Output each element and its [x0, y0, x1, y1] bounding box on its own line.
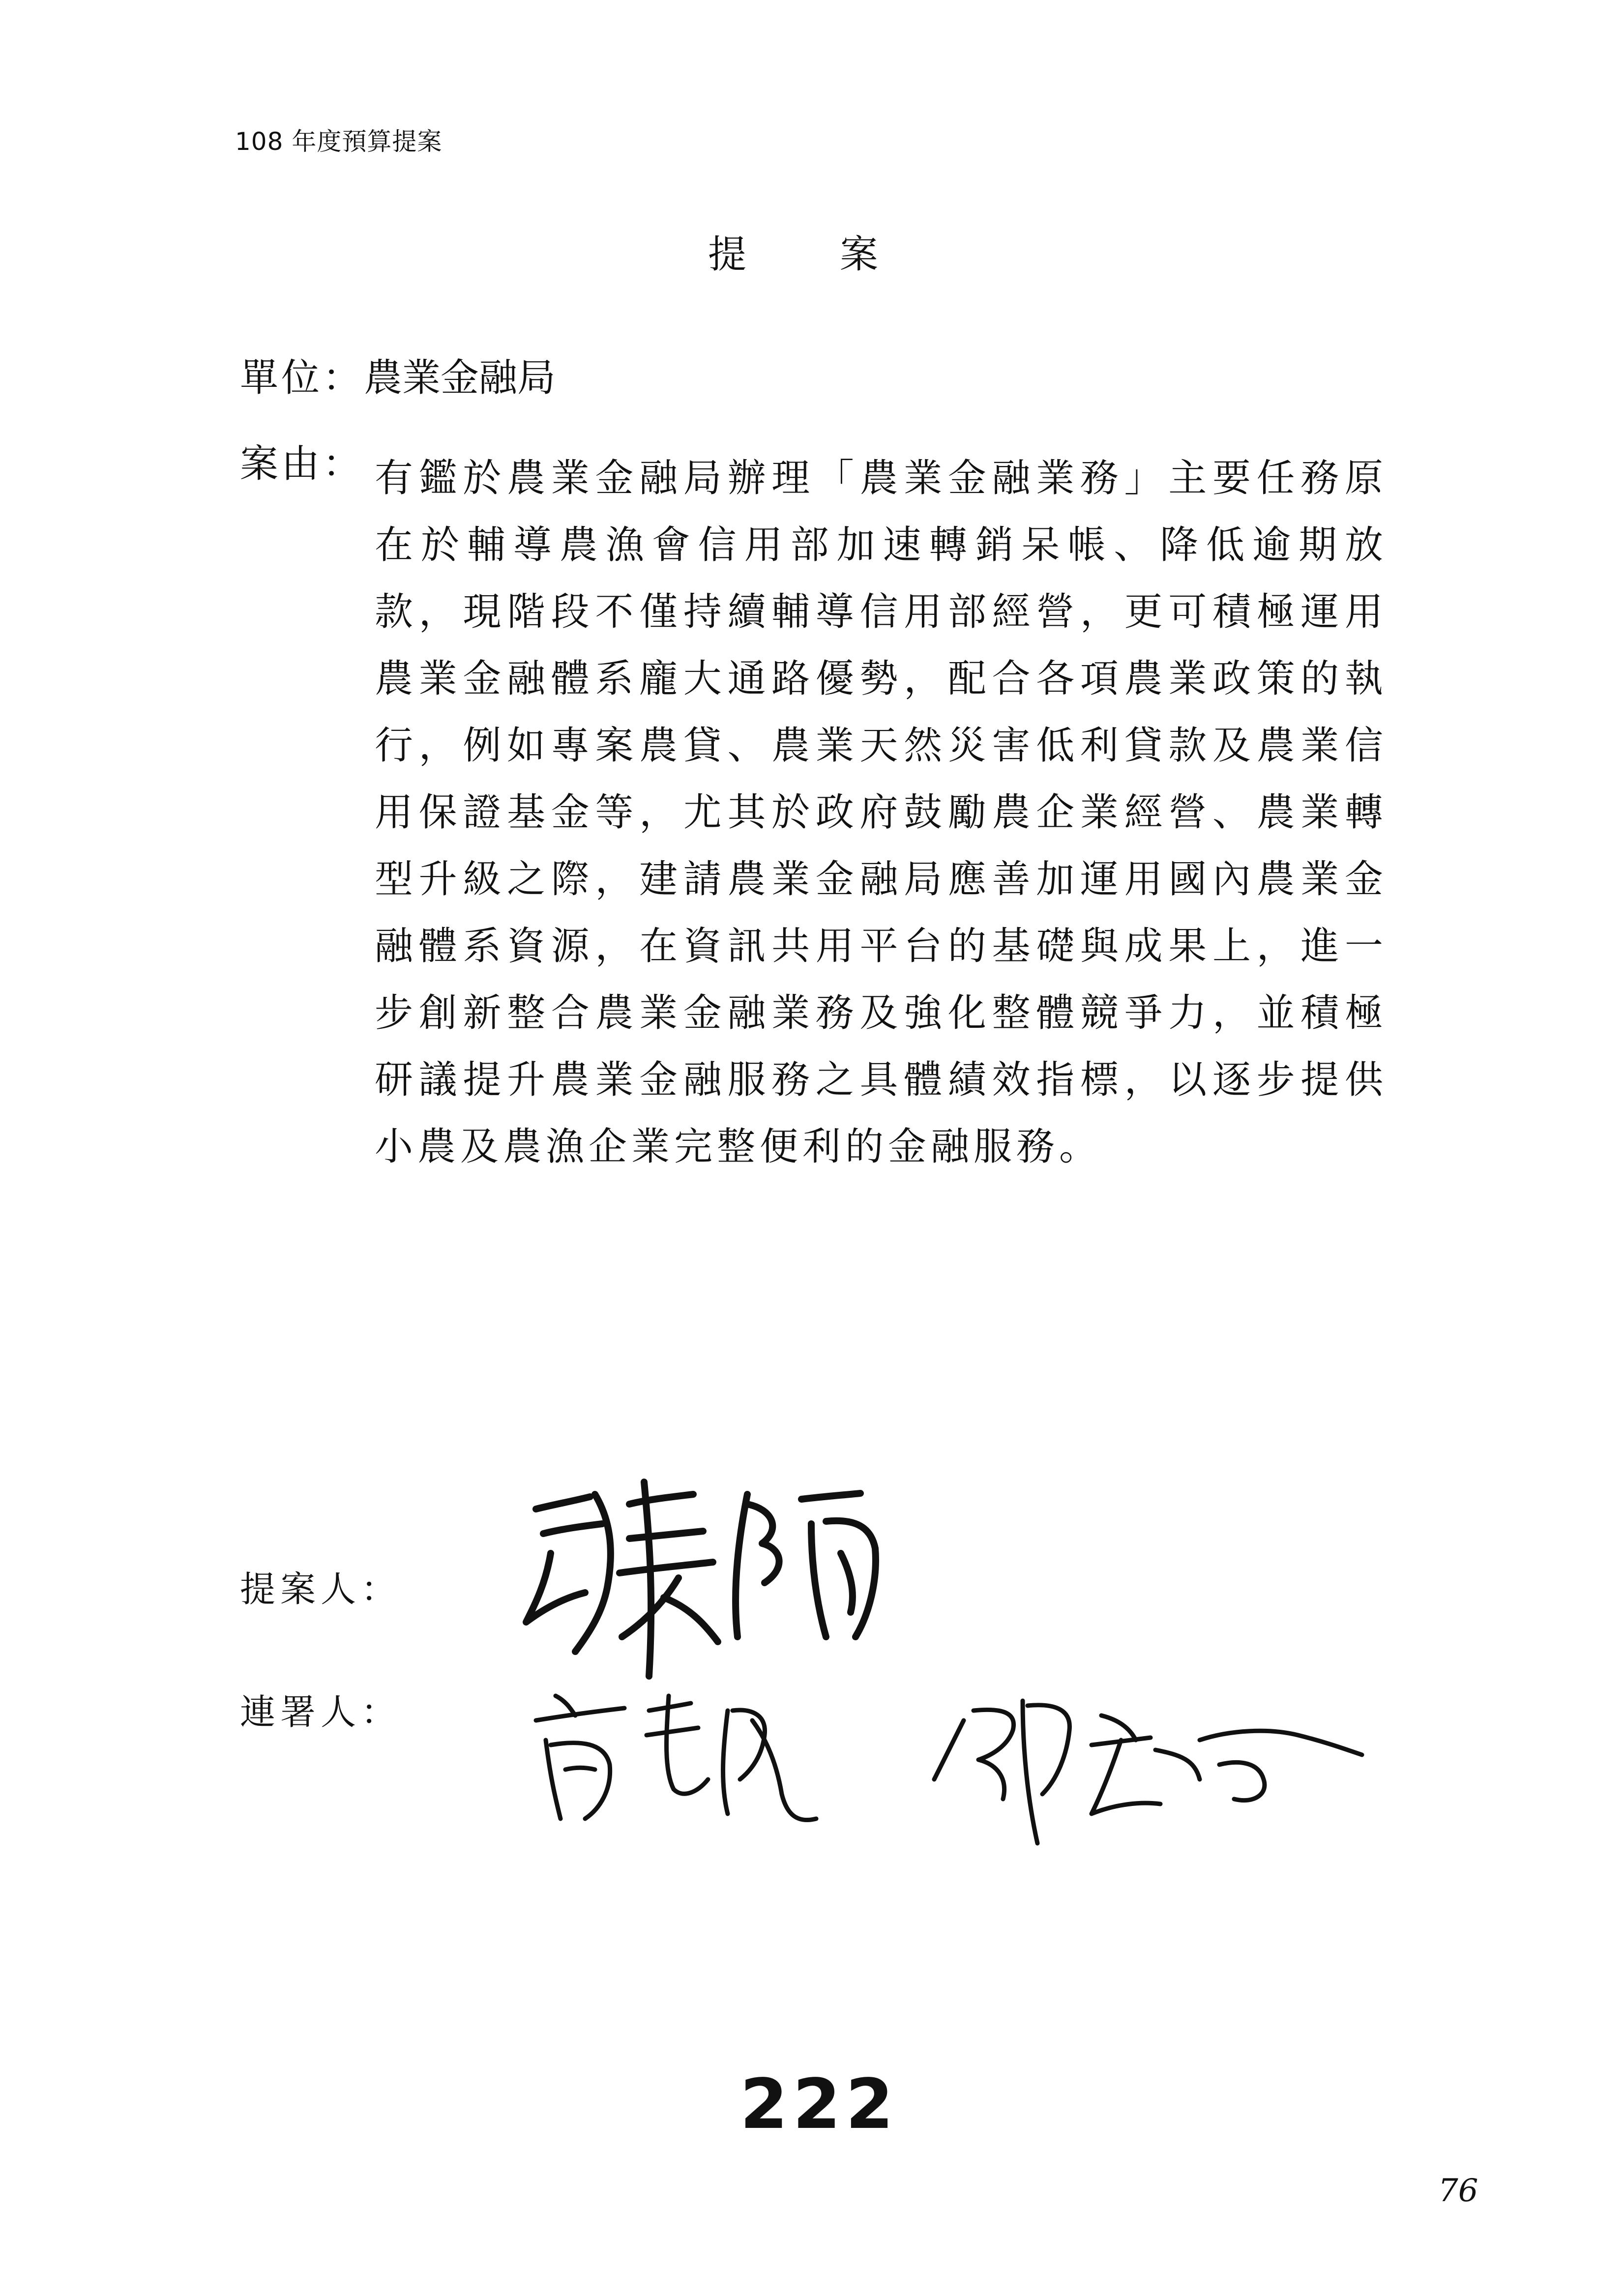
proposer-signature: [516, 1475, 959, 1681]
page-number: 222: [740, 2064, 899, 2145]
unit-label: 單位：: [240, 356, 364, 400]
unit-value: 農業金融局: [364, 356, 556, 400]
cosigner-label: 連署人：: [240, 1691, 402, 1733]
cosigner-signature-2: [924, 1681, 1367, 1868]
proposer-label: 提案人：: [240, 1569, 402, 1610]
reason-text: 有鑑於農業金融局辦理「農業金融業務」主要任務原在於輔導農漁會信用部加速轉銷呆帳、降低逾期放款，現階段不僅持續輔導信用部經營，更可積極運用農業金融體系龐大通路優勢，配合各項農業政策的執行，例如專案農貸、農業天然災害低利貸款及農業信用保證基金等，尤其於政府鼓勵農企業經營、農業轉型升級之際，建請農業金融局應善加運用國內農業金融體系資源，在資訊共用平台的基礎與成果上，進一步創新整合農業金融業務及強化整體競爭力，並積極研議提升農業金融服務之具體績效指標，以逐步提供小農及農漁企業完整便利的金融服務。: [375, 456, 1388, 1169]
document-title: 提案: [708, 233, 972, 277]
corner-page-number: 76: [1438, 2173, 1478, 2209]
header-note: 108 年度預算提案: [235, 127, 443, 156]
reason-row: [240, 442, 364, 486]
reason-label: 案由：: [240, 442, 364, 486]
cosigner-signature-1: [521, 1681, 826, 1838]
unit-row: [240, 356, 556, 400]
